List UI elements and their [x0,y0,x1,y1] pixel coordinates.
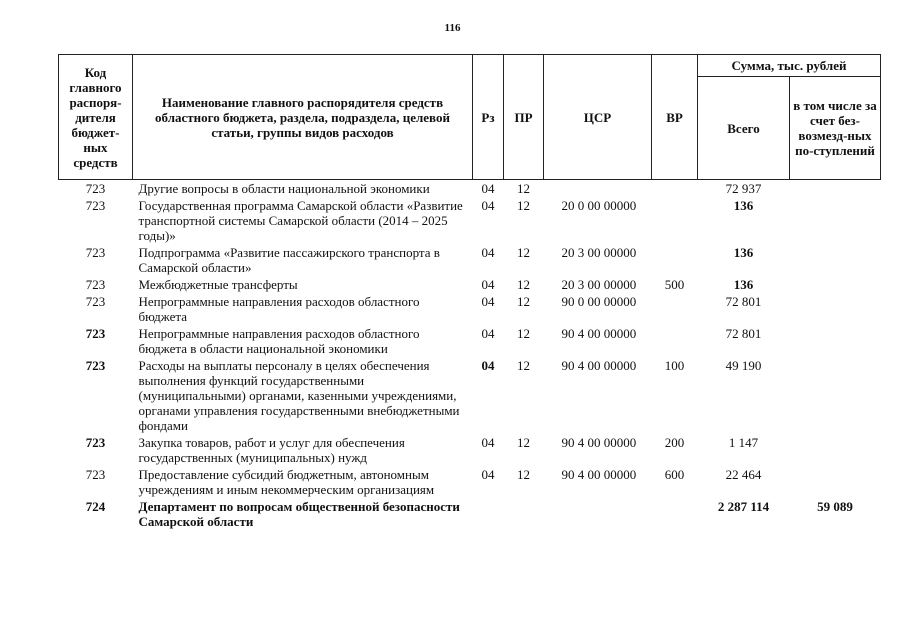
row-free [790,434,881,466]
table-body [59,180,881,531]
row-name: Непрограммные направления расходов областного бюджета [138,294,420,324]
row-pr: 12 [517,294,530,309]
row-total: 72 801 [725,326,762,341]
row-free: 59 089 [817,499,853,514]
row-vr: 200 [664,435,685,450]
header-vr: ВР [652,55,698,180]
table-header [59,55,881,180]
row-pr: 12 [517,181,530,196]
row-name: Межбюджетные трансферты [138,277,298,292]
row-total: 2 287 114 [717,499,770,514]
header-code: Код главного распоря-дителя бюджет-ных средств [59,55,133,180]
row-vr: 100 [664,358,685,373]
row-pr: 12 [517,435,530,450]
row-csr [544,498,652,530]
header-free: в том числе за счет без-возмезд-ных по-ступлений [790,77,881,180]
row-free [790,293,881,325]
row-vr [652,180,698,198]
row-free [790,466,881,498]
table-row [59,180,881,198]
row-vr [652,293,698,325]
row-free [790,180,881,198]
row-vr: 600 [664,467,685,482]
row-free [790,197,881,244]
table-row [59,434,881,466]
row-total: 72 801 [725,294,762,309]
row-csr: 90 4 00 00000 [561,467,637,482]
table-row [59,293,881,325]
row-name: Подпрограмма «Развитие пассажирского транспорта в Самарской области» [138,245,440,275]
row-code: 723 [85,181,106,196]
row-csr: 90 4 00 00000 [561,358,637,373]
row-total: 1 147 [728,435,759,450]
row-code: 723 [85,358,106,373]
row-pr: 12 [517,358,530,373]
row-csr [544,180,652,198]
row-code: 723 [85,277,106,292]
row-name: Другие вопросы в области национальной экономики [138,181,430,196]
page-number: 116 [444,22,461,34]
row-rz [473,498,504,530]
row-csr: 20 0 00 00000 [561,198,637,213]
row-vr [652,197,698,244]
row-name: Предоставление субсидий бюджетным, автономным учреждениям и иным некоммерческим организациям [138,467,435,497]
header-rz: Рз [473,55,504,180]
row-pr [504,498,544,530]
row-pr: 12 [517,245,530,260]
table-row [59,325,881,357]
row-rz: 04 [481,198,495,213]
row-code: 723 [85,435,106,450]
row-total: 49 190 [725,358,762,373]
row-pr: 12 [517,467,530,482]
row-total: 136 [733,198,754,213]
row-free [790,276,881,293]
row-pr: 12 [517,326,530,341]
row-name: Государственная программа Самарской области «Развитие транспортной системы Самарской области (2014 – 2025 годы)» [138,198,463,243]
row-rz: 04 [481,277,495,292]
header-pr: ПР [504,55,544,180]
row-total: 72 937 [725,181,762,196]
row-name: Закупка товаров, работ и услуг для обеспечения государственных (муниципальных) нужд [138,435,405,465]
row-rz: 04 [481,294,495,309]
row-vr [652,325,698,357]
row-name: Расходы на выплаты персоналу в целях обеспечения выполнения функций государственными (муниципальными) органами, казенными учреждениями, органами управления государственными внебюджетными фондами [138,358,460,433]
row-total: 136 [733,277,754,292]
table-row [59,244,881,276]
row-csr: 90 0 00 00000 [561,294,637,309]
header-csr: ЦСР [544,55,652,180]
row-pr: 12 [517,277,530,292]
row-rz: 04 [481,245,495,260]
row-code: 723 [85,198,106,213]
row-csr: 90 4 00 00000 [561,326,637,341]
row-vr [652,498,698,530]
row-rz: 04 [481,467,495,482]
row-code: 723 [85,467,106,482]
row-vr [652,244,698,276]
row-free [790,325,881,357]
header-total: Всего [698,77,790,180]
row-pr: 12 [517,198,530,213]
row-code: 723 [85,245,106,260]
row-code: 723 [85,326,106,341]
row-total: 136 [733,245,754,260]
row-rz: 04 [481,181,495,196]
row-csr: 90 4 00 00000 [561,435,637,450]
row-code: 723 [85,294,106,309]
row-free [790,244,881,276]
row-code: 724 [85,499,106,514]
row-total: 22 464 [725,467,762,482]
table-row [59,466,881,498]
row-csr: 20 3 00 00000 [561,245,637,260]
table-row [59,357,881,434]
row-rz: 04 [481,326,495,341]
header-name: Наименование главного распорядителя средств областного бюджета, раздела, подраздела, целевой статьи, группы видов расходов [133,55,473,180]
row-csr: 20 3 00 00000 [561,277,637,292]
row-rz: 04 [481,435,495,450]
row-free [790,357,881,434]
header-sum: Сумма, тыс. рублей [698,55,881,77]
row-rz: 04 [481,358,495,373]
table-row [59,276,881,293]
table-row [59,197,881,244]
budget-table [58,54,881,530]
row-vr: 500 [664,277,685,292]
table-row [59,498,881,530]
row-name: Департамент по вопросам общественной безопасности Самарской области [138,499,460,529]
row-name: Непрограммные направления расходов областного бюджета в области национальной экономики [138,326,420,356]
